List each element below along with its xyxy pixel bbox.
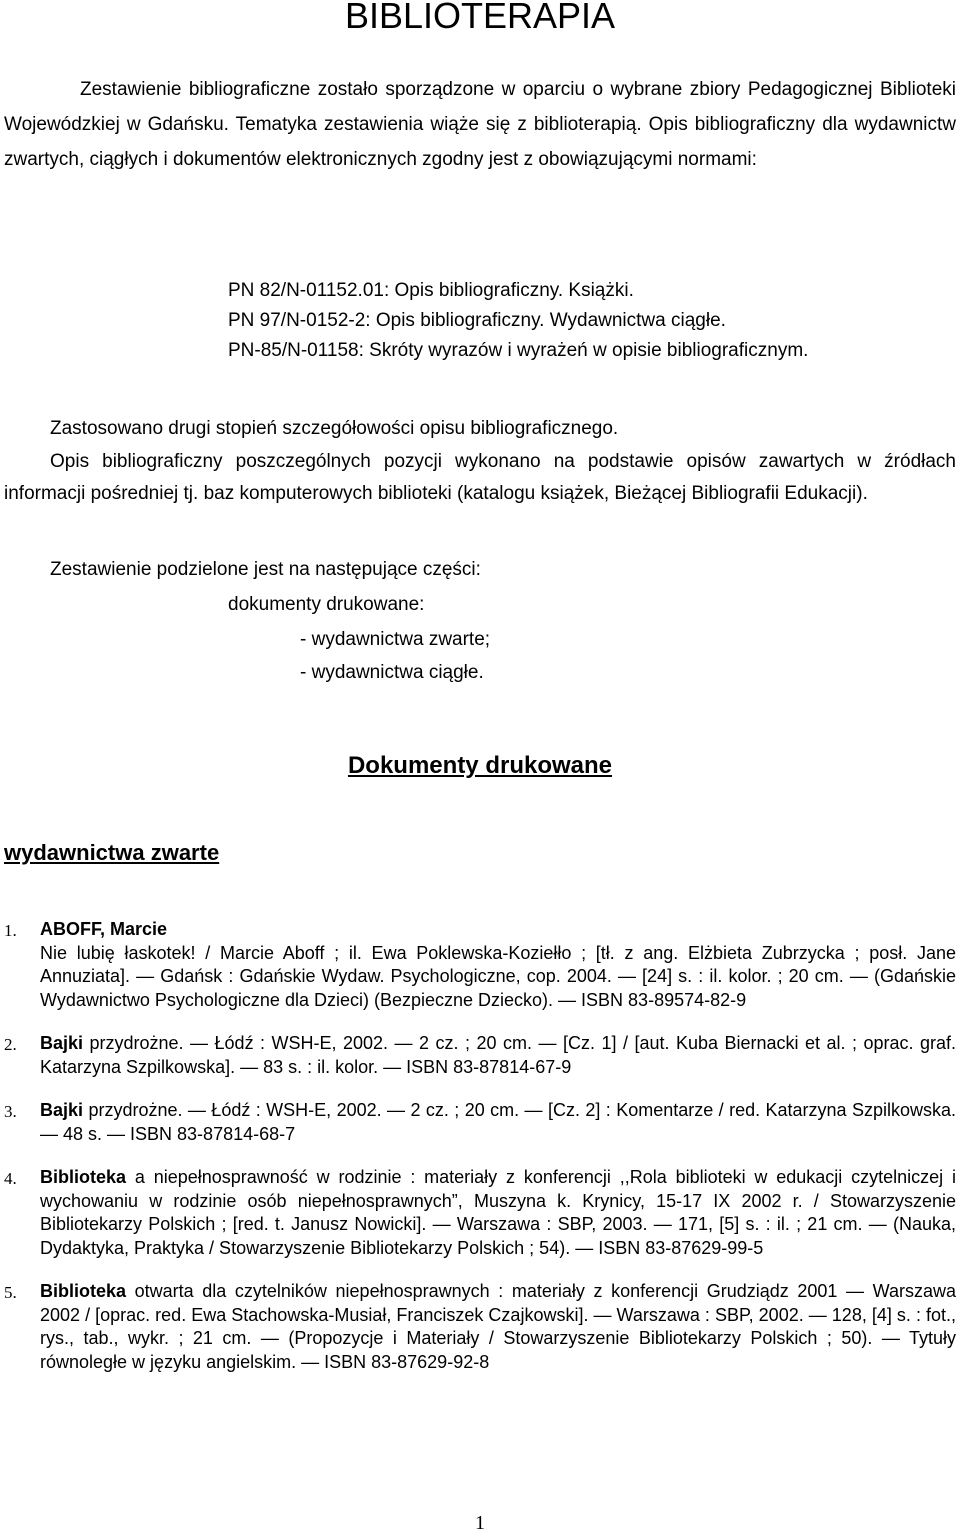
entry-heading xyxy=(40,918,956,942)
parts-level1: dokumenty drukowane: xyxy=(228,594,425,615)
entry-author: ABOFF, Marcie xyxy=(40,919,168,939)
entry-title-word: Biblioteka xyxy=(40,1281,127,1301)
entry-description xyxy=(40,1280,956,1374)
entry-description xyxy=(40,1099,956,1146)
entry-number: 4. xyxy=(4,1169,17,1188)
entry-number: 2. xyxy=(4,1035,17,1054)
entry-title-word: Biblioteka xyxy=(40,1167,127,1187)
entry-number: 3. xyxy=(4,1102,17,1121)
note-sources: Opis bibliograficzny poszczególnych pozycji wykonano na podstawie opisów zawartych w źródłach informacji pośredniej tj. baz komputerowych biblioteki (katalogu książek, Bieżącej Bibliografii Edukacji). xyxy=(4,451,956,504)
entry-text: przydrożne. — Łódź : WSH-E, 2002. — 2 cz. ; 20 cm. — [Cz. 1] / [aut. Kuba Biernacki et al. ; oprac. graf. Katarzyna Szpilkowska]. — 83 s. : il. kolor. — ISBN 83-87814-67-9 xyxy=(40,1033,956,1077)
bibliography-entry xyxy=(4,1032,956,1079)
entry-text: otwarta dla czytelników niepełnosprawnych : materiały z konferencji Grudziądz 2001 — Warszawa 2002 / [oprac. red. Ewa Stachowska-Musiał, Franciszek Czajkowski]. — Warszawa : SBP, 2002. — 128, [4] s. : fot., rys., tab., wykr. ; 21 cm. — (Propozycje i Materiały / Stowarzyszenie Bibliotekarzy Polskich ; 50). — Tytuły równoległe w języku angielskim. — ISBN 83-87629-92-8 xyxy=(40,1281,956,1372)
entry-number: 1. xyxy=(4,921,17,940)
parts-heading: Zestawienie podzielone jest na następujące części: xyxy=(50,559,481,580)
intro-paragraph: Zestawienie bibliograficzne zostało sporządzone w oparciu o wybrane zbiory Pedagogicznej Biblioteki Wojewódzkiej w Gdańsku. Tematyka zestawienia wiąże się z biblioterapią. Opis bibliograficzny dla wydawnictw zwartych, ciągłych i dokumentów elektronicznych zgodny jest z obowiązującymi normami: xyxy=(4,79,956,170)
entry-title-word: Bajki xyxy=(40,1033,84,1053)
standards-list xyxy=(228,276,808,366)
entry-text: a niepełnosprawność w rodzinie : materiały z konferencji ,,Rola biblioteki w edukacji czytelniczej i wychowaniu w rodzinie osób niepełnosprawnych”, Muszyna k. Krynicy, 15-17 IX 2002 r. / Stowarzyszenie Bibliotekarzy Polskich ; [red. t. Janusz Nowicki]. — Warszawa : SBP, 2003. — 171, [5] s. : il. ; 21 cm. — (Nauka, Dydaktyka, Praktyka / Stowarzyszenie Bibliotekarzy Polskich ; 54). — ISBN 83-87629-99-5 xyxy=(40,1167,956,1258)
subsection-title: wydawnictwa zwarte xyxy=(4,840,220,865)
entry-description xyxy=(40,1166,956,1260)
entry-description xyxy=(40,1032,956,1079)
bibliography-entry xyxy=(4,1280,956,1374)
note-detail-level: Zastosowano drugi stopień szczegółowości opisu bibliograficznego. xyxy=(50,418,619,439)
page-number: 1 xyxy=(475,1512,485,1534)
entry-description: Nie lubię łaskotek! / Marcie Aboff ; il. Ewa Poklewska-Koziełło ; [tł. z ang. Elżbieta Zubrzycka ; posł. Jane Annuziata]. — Gdańsk : Gdańskie Wydaw. Psychologiczne, cop. 2004. — [24] s. : il. kolor. ; 20 cm. — (Gdańskie Wydawnictwo Psychologiczne dla Dzieci) (Bezpieczne Dziecko). — ISBN 83-89574-82-9 xyxy=(40,942,956,1010)
standard-item: PN-85/N-01158: Skróty wyrazów i wyrażeń w opisie bibliograficznym. xyxy=(228,340,809,361)
entry-number: 5. xyxy=(4,1283,17,1302)
parts-level2-item: - wydawnictwa zwarte; xyxy=(300,629,491,650)
bibliography-list xyxy=(4,918,956,1394)
bibliography-entry xyxy=(4,1166,956,1260)
bibliography-entry xyxy=(4,918,956,1012)
document-title: BIBLIOTERAPIA xyxy=(344,0,616,36)
section-title: Dokumenty drukowane xyxy=(347,752,613,779)
standard-item: PN 97/N-0152-2: Opis bibliograficzny. Wydawnictwa ciągłe. xyxy=(228,310,726,331)
entry-title-word: Bajki xyxy=(40,1100,84,1120)
entry-text: przydrożne. — Łódź : WSH-E, 2002. — 2 cz. ; 20 cm. — [Cz. 2] : Komentarze / red. Katarzyna Szpilkowska. — 48 s. — ISBN 83-87814-68-7 xyxy=(40,1100,956,1144)
standard-item: PN 82/N-01152.01: Opis bibliograficzny. Książki. xyxy=(228,280,634,301)
parts-level2-item: - wydawnictwa ciągłe. xyxy=(300,662,484,683)
bibliography-entry xyxy=(4,1099,956,1146)
